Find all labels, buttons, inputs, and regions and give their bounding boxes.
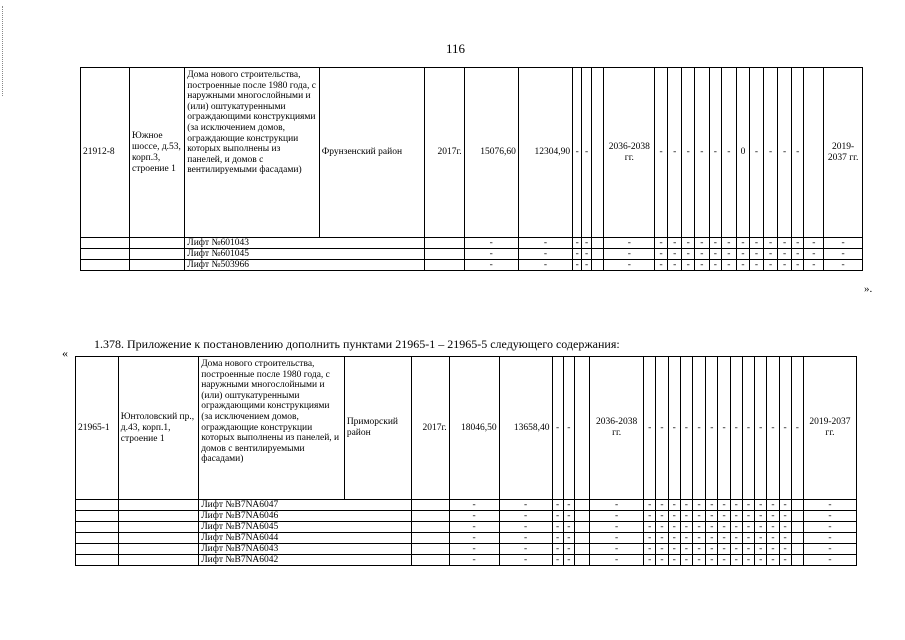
dash-cell: - [680, 533, 692, 544]
empty-cell [804, 68, 824, 238]
empty-cell [130, 260, 185, 271]
lift-label: Лифт №B7NA6047 [199, 500, 412, 511]
year-cell: 2017г. [425, 68, 465, 238]
dash-cell: - [742, 533, 754, 544]
dash-cell: - [590, 555, 644, 566]
dash-cell: - [803, 555, 856, 566]
dash-cell: - [692, 511, 705, 522]
dash-cell: - [722, 260, 737, 271]
dash-cell: - [692, 533, 705, 544]
dash-cell: - [750, 238, 764, 249]
dash-cell: - [736, 249, 750, 260]
dash-cell: - [563, 533, 574, 544]
dash-cell: - [680, 500, 692, 511]
dash-cell: - [779, 533, 791, 544]
dash-cell: - [709, 238, 722, 249]
lift-row [76, 500, 857, 511]
dash-cell: - [730, 511, 742, 522]
mark-cell: - [694, 68, 709, 238]
dash-cell: - [718, 544, 730, 555]
dash-cell: - [767, 533, 779, 544]
mark-cell: - [682, 68, 695, 238]
lift-label: Лифт №B7NA6045 [199, 522, 412, 533]
dash-cell: - [655, 249, 668, 260]
dash-cell: - [644, 544, 656, 555]
dash-cell: - [668, 500, 680, 511]
dash-cell: - [518, 238, 572, 249]
dash-cell: - [736, 238, 750, 249]
dash-cell: - [778, 249, 792, 260]
dash-cell: - [824, 260, 863, 271]
dash-cell: - [604, 238, 655, 249]
lift-row [76, 533, 857, 544]
dash-cell: - [680, 511, 692, 522]
empty-cell [76, 500, 119, 511]
dash-cell: - [709, 249, 722, 260]
dash-cell: - [644, 511, 656, 522]
dash-cell: - [552, 511, 563, 522]
lift-label: Лифт №503966 [185, 260, 425, 271]
empty-cell [412, 511, 450, 522]
dash-cell: - [552, 357, 563, 500]
dash-cell: - [668, 555, 680, 566]
dash-cell: - [824, 249, 863, 260]
district-cell: Приморский район [344, 357, 411, 500]
mark-cell: - [791, 68, 804, 238]
mark-cell: 0 [736, 68, 750, 238]
description-cell: Дома нового строительства, построенные после 1980 года, с наружными многослойными и (или) оштукатуренными ограждающими конструкциями (за исключением домов, ограждающие конструкции которых выполнены из панелей, и домов с вентилируемыми фасадами) [199, 357, 345, 500]
empty-cell [425, 238, 465, 249]
dash-cell: - [742, 522, 754, 533]
dash-cell: - [730, 522, 742, 533]
dash-cell: - [667, 238, 682, 249]
lift-row [81, 238, 863, 249]
dash-cell: - [499, 533, 552, 544]
dash-cell: - [449, 555, 499, 566]
empty-cell [574, 500, 589, 511]
empty-cell [412, 533, 450, 544]
dash-cell: - [803, 522, 856, 533]
dash-cell: - [563, 511, 574, 522]
dash-cell: - [730, 544, 742, 555]
dash-cell: - [718, 555, 730, 566]
dash-cell: - [656, 511, 668, 522]
total-area-cell: 15076,60 [464, 68, 518, 238]
dash-cell: - [449, 511, 499, 522]
closing-quote: ». [864, 283, 873, 295]
empty-cell [412, 544, 450, 555]
period-cell: 2019-2037 гг. [803, 357, 856, 500]
district-cell: Фрунзенский район [319, 68, 424, 238]
dash-cell: - [582, 249, 591, 260]
mark-cell: - [718, 357, 730, 500]
empty-cell [791, 533, 803, 544]
empty-cell [81, 249, 130, 260]
dash-cell: - [767, 500, 779, 511]
dash-cell: - [449, 522, 499, 533]
dash-cell: - [730, 555, 742, 566]
empty-cell [76, 533, 119, 544]
mark-cell: - [668, 357, 680, 500]
code-cell: 21912-8 [81, 68, 130, 238]
dash-cell: - [779, 522, 791, 533]
code-cell: 21965-1 [76, 357, 119, 500]
table-row [76, 357, 857, 500]
mark-cell: - [656, 357, 668, 500]
dash-cell: - [464, 249, 518, 260]
dash-cell: - [655, 260, 668, 271]
mark-cell: - [644, 357, 656, 500]
dash-cell: - [778, 260, 792, 271]
dash-cell: - [682, 260, 695, 271]
dash-cell: - [779, 511, 791, 522]
dash-cell: - [518, 260, 572, 271]
item-heading: 1.378. Приложение к постановлению дополнить пунктами 21965-1 – 21965-5 следующего содержания: [94, 337, 620, 351]
empty-cell [81, 238, 130, 249]
empty-cell [425, 260, 465, 271]
dash-cell: - [706, 555, 718, 566]
dash-cell: - [804, 249, 824, 260]
empty-cell [76, 555, 119, 566]
mark-cell: - [667, 68, 682, 238]
dash-cell: - [706, 500, 718, 511]
empty-cell [791, 555, 803, 566]
dash-cell: - [449, 533, 499, 544]
dash-cell: - [742, 500, 754, 511]
total-area-cell: 18046,50 [449, 357, 499, 500]
lift-label: Лифт №B7NA6046 [199, 511, 412, 522]
empty-cell [118, 533, 198, 544]
dash-cell: - [552, 555, 563, 566]
dash-cell: - [803, 511, 856, 522]
mark-cell: - [680, 357, 692, 500]
dash-cell: - [573, 260, 582, 271]
empty-cell [574, 533, 589, 544]
dash-cell: - [582, 238, 591, 249]
empty-cell [118, 544, 198, 555]
dash-cell: - [706, 544, 718, 555]
dash-cell: - [718, 522, 730, 533]
mark-cell: - [730, 357, 742, 500]
dash-cell: - [667, 260, 682, 271]
dash-cell: - [692, 555, 705, 566]
dash-cell: - [563, 500, 574, 511]
dash-cell: - [656, 522, 668, 533]
mark-cell: - [722, 68, 737, 238]
dash-cell: - [709, 260, 722, 271]
description-cell: Дома нового строительства, построенные после 1980 года, с наружными многослойными и (или) оштукатуренными ограждающими конструкциями (за исключением домов, ограждающие конструкции которых выполнены из панелей, и домов с вентилируемыми фасадами) [185, 68, 320, 238]
dash-cell: - [573, 249, 582, 260]
dash-cell: - [750, 260, 764, 271]
mark-cell: - [767, 357, 779, 500]
dash-cell: - [563, 357, 574, 500]
lift-label: Лифт №601043 [185, 238, 425, 249]
dash-cell: - [590, 544, 644, 555]
dash-cell: - [682, 238, 695, 249]
empty-cell [118, 500, 198, 511]
empty-cell [574, 357, 589, 500]
dash-cell: - [644, 500, 656, 511]
dash-cell: - [552, 533, 563, 544]
empty-cell [574, 544, 589, 555]
empty-cell [574, 522, 589, 533]
dash-cell: - [755, 511, 767, 522]
dash-cell: - [763, 238, 778, 249]
dash-cell: - [655, 238, 668, 249]
dash-cell: - [668, 511, 680, 522]
dash-cell: - [779, 500, 791, 511]
lift-row [76, 511, 857, 522]
dash-cell: - [518, 249, 572, 260]
dash-cell: - [590, 511, 644, 522]
dash-cell: - [573, 68, 582, 238]
lift-row [81, 260, 863, 271]
empty-cell [76, 522, 119, 533]
empty-cell [574, 555, 589, 566]
dash-cell: - [590, 500, 644, 511]
dash-cell: - [791, 249, 804, 260]
dash-cell: - [804, 260, 824, 271]
lift-row [81, 249, 863, 260]
dash-cell: - [680, 555, 692, 566]
dash-cell: - [804, 238, 824, 249]
dash-cell: - [824, 238, 863, 249]
dash-cell: - [755, 533, 767, 544]
opening-quote: « [62, 346, 68, 360]
dash-cell: - [552, 500, 563, 511]
mark-cell: - [709, 68, 722, 238]
dash-cell: - [730, 500, 742, 511]
dash-cell: - [644, 555, 656, 566]
dash-cell: - [778, 238, 792, 249]
dash-cell: - [791, 238, 804, 249]
dash-cell: - [552, 522, 563, 533]
empty-cell [81, 260, 130, 271]
living-area-cell: 12304,90 [518, 68, 572, 238]
dash-cell: - [742, 555, 754, 566]
mark-cell: - [778, 68, 792, 238]
dash-cell: - [499, 544, 552, 555]
empty-cell [791, 544, 803, 555]
empty-cell [118, 511, 198, 522]
empty-cell [791, 500, 803, 511]
mark-cell: - [791, 357, 803, 500]
period-cell: 2036-2038 гг. [590, 357, 644, 500]
dash-cell: - [718, 533, 730, 544]
dash-cell: - [718, 511, 730, 522]
period-cell: 2019-2037 гг. [824, 68, 863, 238]
dash-cell: - [499, 500, 552, 511]
year-cell: 2017г. [412, 357, 450, 500]
empty-cell [412, 500, 450, 511]
dash-cell: - [692, 522, 705, 533]
dash-cell: - [449, 500, 499, 511]
dash-cell: - [763, 249, 778, 260]
empty-cell [591, 68, 604, 238]
mark-cell: - [692, 357, 705, 500]
dash-cell: - [644, 522, 656, 533]
dash-cell: - [718, 500, 730, 511]
dash-cell: - [582, 68, 591, 238]
lift-row [76, 555, 857, 566]
address-cell: Юнтоловский пр., д.43, корп.1, строение 1 [118, 357, 198, 500]
dash-cell: - [803, 500, 856, 511]
dash-cell: - [750, 249, 764, 260]
dash-cell: - [791, 260, 804, 271]
mark-cell: - [763, 68, 778, 238]
dash-cell: - [694, 249, 709, 260]
dash-cell: - [767, 555, 779, 566]
dash-cell: - [755, 522, 767, 533]
dash-cell: - [668, 533, 680, 544]
dash-cell: - [767, 522, 779, 533]
mark-cell: - [779, 357, 791, 500]
mark-cell: - [742, 357, 754, 500]
dash-cell: - [668, 544, 680, 555]
empty-cell [574, 511, 589, 522]
mark-cell: - [750, 68, 764, 238]
lift-label: Лифт №B7NA6043 [199, 544, 412, 555]
dash-cell: - [563, 522, 574, 533]
dash-cell: - [803, 544, 856, 555]
lift-row [76, 544, 857, 555]
table-row [81, 68, 863, 238]
empty-cell [591, 260, 604, 271]
dash-cell: - [656, 500, 668, 511]
empty-cell [591, 249, 604, 260]
dash-cell: - [499, 511, 552, 522]
dash-cell: - [692, 544, 705, 555]
dash-cell: - [573, 238, 582, 249]
dash-cell: - [755, 555, 767, 566]
dash-cell: - [722, 249, 737, 260]
empty-cell [412, 555, 450, 566]
lift-label: Лифт №601045 [185, 249, 425, 260]
dash-cell: - [644, 533, 656, 544]
dash-cell: - [464, 260, 518, 271]
address-cell: Южное шоссе, д.53, корп.3, строение 1 [130, 68, 185, 238]
mark-cell: - [706, 357, 718, 500]
dash-cell: - [742, 511, 754, 522]
dash-cell: - [694, 238, 709, 249]
dash-cell: - [692, 500, 705, 511]
dash-cell: - [680, 544, 692, 555]
dash-cell: - [552, 544, 563, 555]
register-table-1 [80, 67, 863, 271]
dash-cell: - [767, 544, 779, 555]
dash-cell: - [563, 544, 574, 555]
dash-cell: - [590, 533, 644, 544]
dash-cell: - [499, 555, 552, 566]
living-area-cell: 13658,40 [499, 357, 552, 500]
empty-cell [412, 522, 450, 533]
dash-cell: - [694, 260, 709, 271]
dash-cell: - [668, 522, 680, 533]
dash-cell: - [499, 522, 552, 533]
empty-cell [591, 238, 604, 249]
scan-margin-mark [2, 6, 5, 96]
lift-label: Лифт №B7NA6042 [199, 555, 412, 566]
dash-cell: - [563, 555, 574, 566]
dash-cell: - [706, 522, 718, 533]
dash-cell: - [736, 260, 750, 271]
dash-cell: - [656, 533, 668, 544]
empty-cell [791, 522, 803, 533]
dash-cell: - [706, 533, 718, 544]
empty-cell [791, 511, 803, 522]
dash-cell: - [667, 249, 682, 260]
lift-row [76, 522, 857, 533]
dash-cell: - [604, 260, 655, 271]
dash-cell: - [767, 511, 779, 522]
empty-cell [130, 249, 185, 260]
period-cell: 2036-2038 гг. [604, 68, 655, 238]
empty-cell [118, 522, 198, 533]
lift-label: Лифт №B7NA6044 [199, 533, 412, 544]
dash-cell: - [755, 544, 767, 555]
dash-cell: - [722, 238, 737, 249]
dash-cell: - [464, 238, 518, 249]
empty-cell [118, 555, 198, 566]
dash-cell: - [742, 544, 754, 555]
dash-cell: - [706, 511, 718, 522]
mark-cell: - [655, 68, 668, 238]
empty-cell [130, 238, 185, 249]
dash-cell: - [682, 249, 695, 260]
mark-cell: - [755, 357, 767, 500]
dash-cell: - [779, 555, 791, 566]
dash-cell: - [656, 544, 668, 555]
empty-cell [425, 249, 465, 260]
empty-cell [76, 544, 119, 555]
dash-cell: - [590, 522, 644, 533]
dash-cell: - [656, 555, 668, 566]
dash-cell: - [779, 544, 791, 555]
dash-cell: - [449, 544, 499, 555]
register-table-2 [75, 356, 857, 566]
dash-cell: - [730, 533, 742, 544]
page-number: 116 [446, 41, 466, 56]
dash-cell: - [803, 533, 856, 544]
dash-cell: - [755, 500, 767, 511]
dash-cell: - [604, 249, 655, 260]
dash-cell: - [763, 260, 778, 271]
dash-cell: - [680, 522, 692, 533]
dash-cell: - [582, 260, 591, 271]
empty-cell [76, 511, 119, 522]
